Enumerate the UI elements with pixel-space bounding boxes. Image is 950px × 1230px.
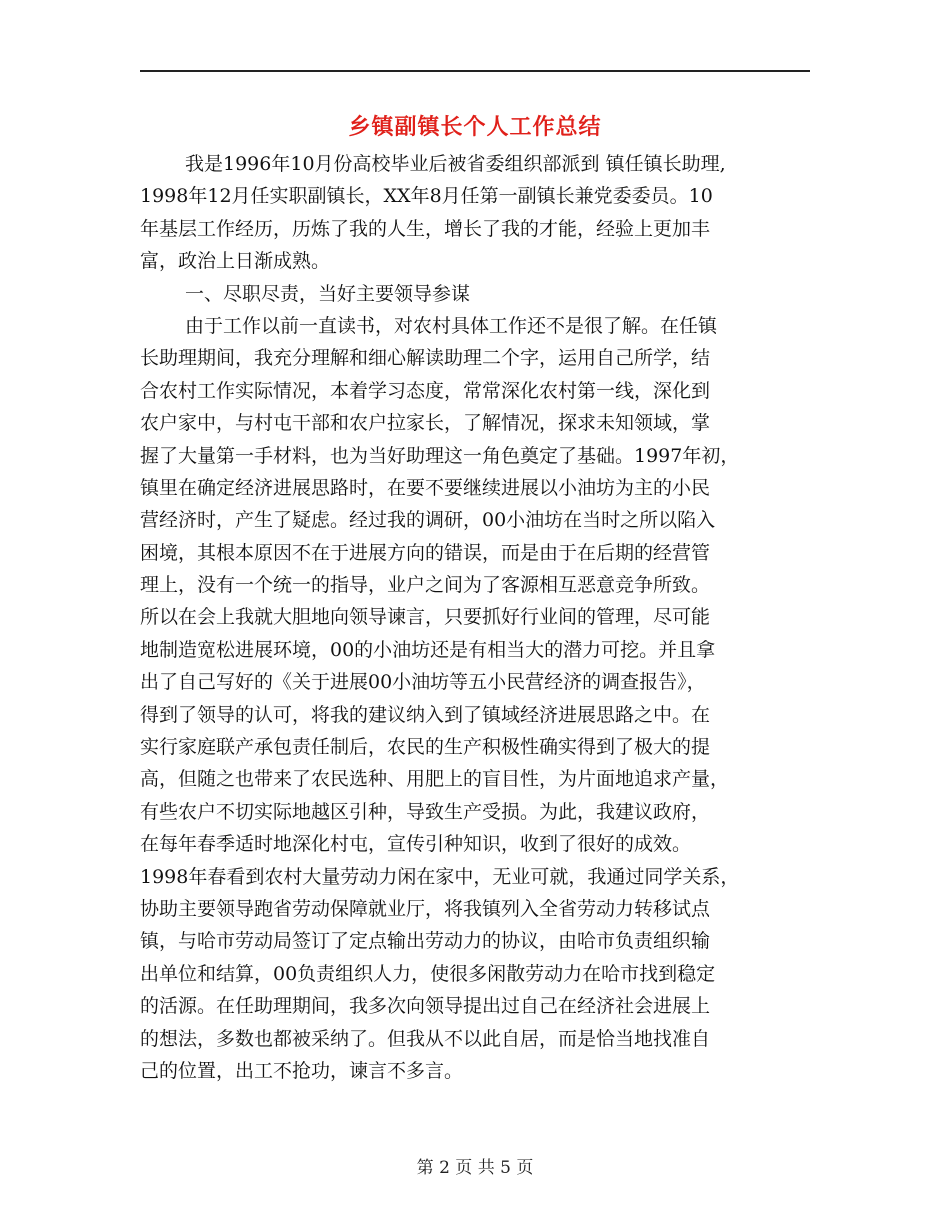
paragraph-line: 镇里在确定经济进展思路时，在要不要继续进展以小油坊为主的小民 [140, 476, 711, 499]
paragraph-line: 的想法，多数也都被采纳了。但我从不以此自居，而是恰当地找准自 [140, 1027, 711, 1050]
paragraph-line: 高，但随之也带来了农民选种、用肥上的盲目性，为片面地追求产量， [140, 768, 730, 791]
paragraph-line: 出单位和结算，00负责组织人力，使很多闲散劳动力在哈市找到稳定 [140, 962, 716, 985]
section-heading: 一、尽职尽责，当好主要领导参谋 [185, 282, 471, 305]
paragraph-line: 我是1996年10月份高校毕业后被省委组织部派到 镇任镇长助理, [185, 153, 726, 175]
paragraph-line: 握了大量第一手材料，也为当好助理这一角色奠定了基础。1997年初， [140, 444, 740, 467]
document-title: 乡镇副镇长个人工作总结 [348, 114, 602, 140]
paragraph-line: 的活源。在任助理期间，我多次向领导提出过自己在经济社会进展上 [140, 995, 711, 1018]
paragraph-line: 年基层工作经历，历炼了我的人生，增长了我的才能，经验上更加丰 [140, 217, 711, 240]
paragraph-line: 困境，其根本原因不在于进展方向的错误，而是由于在后期的经营管 [140, 541, 711, 564]
paragraph-line: 长助理期间，我充分理解和细心解读助理二个字，运用自己所学，结 [140, 347, 711, 370]
paragraph-line: 理上，没有一个统一的指导，业户之间为了客源相互恶意竞争所致。 [140, 574, 711, 597]
paragraph-line: 农户家中，与村屯干部和农户拉家长，了解情况，探求未知领域，掌 [140, 412, 711, 435]
paragraph-line: 实行家庭联产承包责任制后，农民的生产积极性确实得到了极大的提 [140, 736, 711, 759]
paragraph-line: 协助主要领导跑省劳动保障就业厅，将我镇列入全省劳动力转移试点 [140, 897, 711, 920]
paragraph-line: 有些农户不切实际地越区引种，导致生产受损。为此，我建议政府， [140, 800, 711, 823]
paragraph-line: 地制造宽松进展环境，00的小油坊还是有相当大的潜力可挖。并且拿 [140, 638, 716, 661]
paragraph-line: 合农村工作实际情况，本着学习态度，常常深化农村第一线，深化到 [140, 379, 711, 402]
paragraph-line: 在每年春季适时地深化村屯，宣传引种知识，收到了很好的成效。 [140, 833, 692, 856]
paragraph-line: 营经济时，产生了疑虑。经过我的调研，00小油坊在当时之所以陷入 [140, 509, 716, 532]
header-rule [140, 70, 810, 72]
paragraph-line: 1998年春看到农村大量劳动力闲在家中，无业可就，我通过同学关系， [140, 865, 740, 888]
paragraph-line: 所以在会上我就大胆地向领导谏言，只要抓好行业间的管理，尽可能 [140, 606, 711, 629]
paragraph-line: 出了自己写好的《关于进展00小油坊等五小民营经济的调查报告》， [140, 671, 706, 694]
paragraph-line: 镇，与哈市劳动局签订了定点输出劳动力的协议，由哈市负责组织输 [140, 930, 711, 953]
paragraph-line: 由于工作以前一直读书，对农村具体工作还不是很了解。在任镇 [185, 314, 718, 337]
document-body [140, 148, 815, 1087]
paragraph-line: 1998年12月任实职副镇长，XX年8月任第一副镇长兼党委委员。10 [140, 185, 713, 208]
paragraph-line: 富，政治上日渐成熟。 [140, 250, 331, 273]
paragraph-line: 己的位置，出工不抢功，谏言不多言。 [140, 1059, 464, 1082]
paragraph-line: 得到了领导的认可，将我的建议纳入到了镇域经济进展思路之中。在 [140, 703, 711, 726]
page-number: 第 2 页 共 5 页 [416, 1158, 534, 1178]
